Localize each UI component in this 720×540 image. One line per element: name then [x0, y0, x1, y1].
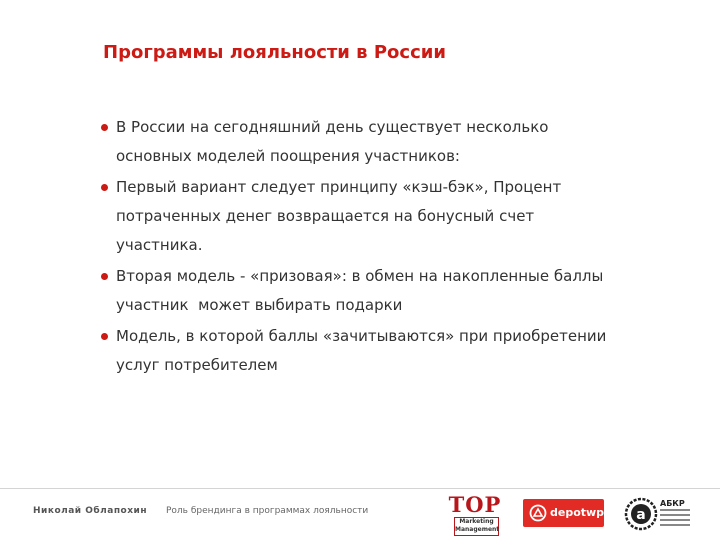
footer-topic: Роль брендинга в программах лояльности	[166, 506, 369, 516]
top-logo-line: Management	[455, 526, 500, 533]
footer-divider	[0, 488, 720, 489]
bullet-line: основных моделей поощрения участников:	[116, 147, 460, 165]
slide-title: Программы лояльности в России	[103, 42, 446, 63]
abkr-mark-icon	[624, 497, 658, 531]
svg-text:a: a	[636, 507, 646, 523]
bullet-item	[100, 322, 660, 380]
bullet-item	[100, 262, 660, 320]
depot-mark-icon	[529, 504, 547, 522]
depot-logo-text: depotwpf	[550, 506, 609, 519]
bullet-line: участник может выбирать подарки	[116, 296, 403, 314]
bullet-line: услуг потребителем	[116, 356, 278, 374]
top-marketing-logo	[446, 494, 504, 538]
bullet-item	[100, 113, 660, 171]
bullet-dot-icon	[101, 124, 108, 131]
abkr-logo-name: АБКР	[660, 499, 685, 508]
bullet-line: Первый вариант следует принципу «кэш-бэк», Процент	[116, 178, 562, 196]
bullet-item	[100, 173, 660, 260]
top-logo-box	[454, 517, 499, 536]
bullet-list	[100, 113, 660, 382]
bullet-line: В России на сегодняшний день существует несколько	[116, 118, 549, 136]
top-logo-word: TOP	[448, 492, 502, 517]
abkr-logo	[624, 496, 714, 534]
footer-author: Николай Облапохин	[33, 506, 148, 516]
bullet-line: потраченных денег возвращается на бонусный счет	[116, 207, 535, 225]
bullet-dot-icon	[101, 273, 108, 280]
abkr-logo-caption	[660, 509, 690, 529]
bullet-line: Модель, в которой баллы «зачитываются» при приобретении	[116, 327, 607, 345]
bullet-dot-icon	[101, 184, 108, 191]
bullet-line: участника.	[116, 236, 203, 254]
top-logo-line: Marketing	[459, 518, 494, 525]
depot-logo	[523, 499, 609, 527]
bullet-dot-icon	[101, 333, 108, 340]
bullet-line: Вторая модель - «призовая»: в обмен на накопленные баллы	[116, 267, 604, 285]
